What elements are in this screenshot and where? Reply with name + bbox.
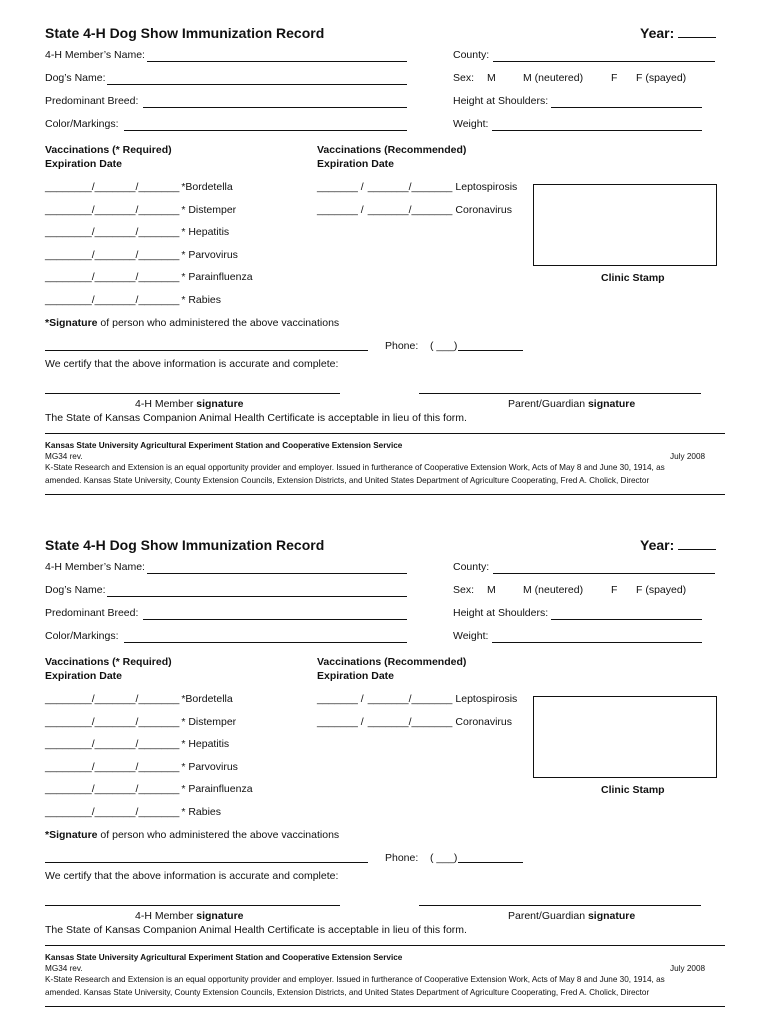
expiration-day-blank[interactable]: _______/ <box>94 806 139 818</box>
footer-date: July 2008 <box>670 452 706 461</box>
color-field[interactable] <box>124 642 407 643</box>
required-vaccine-row[interactable] <box>45 249 238 261</box>
county-label: County: <box>453 49 490 61</box>
vaccine-name: * Parainfluenza <box>181 783 253 796</box>
required-vaccine-row[interactable] <box>45 693 233 705</box>
expiration-day-blank[interactable]: _______/ <box>94 181 139 193</box>
sex-option-m[interactable]: M <box>487 584 496 596</box>
administrator-signature-field[interactable] <box>45 350 368 351</box>
footer-code: MG34 rev. <box>45 964 83 973</box>
county-field[interactable] <box>493 573 715 574</box>
expiration-year-blank[interactable]: _______ <box>411 181 453 193</box>
required-vaccine-row[interactable] <box>45 226 229 238</box>
member-name-field[interactable] <box>147 61 407 62</box>
expiration-day-blank[interactable]: _______/ <box>94 203 139 216</box>
expiration-month-blank[interactable]: ________/ <box>45 715 95 728</box>
kansas-certificate-note: The State of Kansas Companion Animal Health Certificate is acceptable in lieu of this form. <box>45 924 467 936</box>
sex-option-m-neutered[interactable]: M (neutered) <box>523 72 584 84</box>
member-sig-word: signature <box>196 398 244 410</box>
footer-disclaimer-line2: amended. Kansas State University, County Extension Councils, Extension Districts, and United States Department of Agriculture Cooperating, Fred A. Cholick, Director <box>45 988 650 997</box>
guardian-signature-label <box>508 910 635 922</box>
recommended-vaccine-row[interactable] <box>317 204 512 216</box>
year-field[interactable] <box>640 25 716 41</box>
expiration-day-blank[interactable]: _______/ <box>94 294 139 306</box>
administrator-signature-label <box>45 829 339 841</box>
expiration-year-blank[interactable]: _______ <box>138 806 180 818</box>
footer-organization: Kansas State University Agricultural Experiment Station and Cooperative Extension Service <box>45 953 403 962</box>
member-name-label: 4-H Member’s Name: <box>45 49 145 61</box>
footer-disclaimer-line1: K-State Research and Extension is an equal opportunity provider and employer. Issued in furtherance of Cooperative Extension Work, Acts of May 8 and June 30, 1914, as <box>45 463 665 472</box>
expiration-month-blank[interactable]: _______ / <box>317 715 364 728</box>
vaccine-name: Coronavirus <box>455 203 513 216</box>
member-signature-field[interactable] <box>45 393 340 394</box>
vaccine-name: * Hepatitis <box>181 738 230 751</box>
guardian-sig-word: signature <box>587 398 636 410</box>
height-field[interactable] <box>551 107 702 108</box>
county-field[interactable] <box>493 61 715 62</box>
vaccine-name: * Parvovirus <box>181 760 238 773</box>
immunization-record-form-2 <box>0 512 770 1024</box>
expiration-year-blank[interactable]: _______ <box>138 738 180 751</box>
dog-name-field[interactable] <box>107 84 407 85</box>
footer-date: July 2008 <box>670 964 706 973</box>
expiration-year-blank[interactable]: _______ <box>138 294 180 306</box>
sex-option-f-spayed[interactable]: F (spayed) <box>636 72 687 84</box>
expiration-month-blank[interactable]: ________/ <box>45 226 95 239</box>
required-vaccine-row[interactable] <box>45 181 233 193</box>
sex-option-m-neutered[interactable]: M (neutered) <box>523 584 584 596</box>
breed-label: Predominant Breed: <box>45 607 139 619</box>
footer-disclaimer-line2: amended. Kansas State University, County Extension Councils, Extension Districts, and United States Department of Agriculture Cooperating, Fred A. Cholick, Director <box>45 476 650 485</box>
expiration-month-blank[interactable]: ________/ <box>45 248 95 261</box>
county-label: County: <box>453 561 490 573</box>
weight-label: Weight: <box>453 630 489 642</box>
kansas-certificate-note: The State of Kansas Companion Animal Health Certificate is acceptable in lieu of this form. <box>45 412 467 424</box>
color-label: Color/Markings: <box>45 118 119 130</box>
expiration-day-blank[interactable]: _______/ <box>94 248 139 261</box>
signature-rest: of person who administered the above vaccinations <box>97 829 340 841</box>
vaccine-name: Leptospirosis <box>455 693 518 705</box>
phone-label: Phone: <box>385 852 419 864</box>
guardian-sig-prefix: Parent/Guardian <box>508 398 588 410</box>
member-signature-field[interactable] <box>45 905 340 906</box>
dog-name-label: Dog’s Name: <box>45 584 106 596</box>
expiration-month-blank[interactable]: ________/ <box>45 693 95 705</box>
vaccine-name: Leptospirosis <box>455 181 518 193</box>
expiration-day-blank[interactable]: _______/ <box>94 738 139 751</box>
recommended-header: Vaccinations (Recommended) <box>317 656 467 668</box>
expiration-year-blank[interactable]: _______ <box>138 226 180 239</box>
expiration-month-blank[interactable]: _______ / <box>317 203 364 216</box>
certify-text: We certify that the above information is accurate and complete: <box>45 358 339 370</box>
member-signature-label <box>135 398 244 410</box>
expiration-year-blank[interactable]: _______ <box>138 181 180 193</box>
sex-option-f-spayed[interactable]: F (spayed) <box>636 584 687 596</box>
expiration-month-blank[interactable]: ________/ <box>45 294 95 306</box>
expiration-month-blank[interactable]: ________/ <box>45 783 95 796</box>
phone-label: Phone: <box>385 340 419 352</box>
required-vaccine-row[interactable] <box>45 204 236 216</box>
expiration-month-blank[interactable]: ________/ <box>45 760 95 773</box>
required-vaccine-row[interactable] <box>45 271 253 283</box>
recommended-header: Vaccinations (Recommended) <box>317 144 467 156</box>
form-title: State 4-H Dog Show Immunization Record <box>45 537 325 553</box>
vaccine-name: * Rabies <box>181 806 222 818</box>
member-signature-label <box>135 910 244 922</box>
vaccine-name: *Bordetella <box>181 693 233 705</box>
breed-field[interactable] <box>143 107 407 108</box>
recommended-expiration-header: Expiration Date <box>317 158 395 170</box>
administrator-signature-label <box>45 317 339 329</box>
guardian-sig-prefix: Parent/Guardian <box>508 910 588 922</box>
member-sig-word: signature <box>196 910 244 922</box>
breed-label: Predominant Breed: <box>45 95 139 107</box>
year-blank[interactable] <box>678 537 716 550</box>
vaccine-name: * Distemper <box>181 715 237 728</box>
expiration-day-blank[interactable]: _______/ <box>94 760 139 773</box>
expiration-day-blank[interactable]: _______/ <box>94 783 139 796</box>
required-expiration-header: Expiration Date <box>45 670 123 682</box>
expiration-year-blank[interactable]: _______ <box>138 248 180 261</box>
expiration-month-blank[interactable]: ________/ <box>45 181 95 193</box>
height-field[interactable] <box>551 619 702 620</box>
required-expiration-header: Expiration Date <box>45 158 123 170</box>
guardian-sig-word: signature <box>587 910 636 922</box>
expiration-day-blank[interactable]: _______/ <box>367 203 412 216</box>
footer-organization: Kansas State University Agricultural Experiment Station and Cooperative Extension Service <box>45 441 403 450</box>
expiration-day-blank[interactable]: _______/ <box>367 715 412 728</box>
expiration-day-blank[interactable]: _______/ <box>367 693 412 705</box>
required-vaccine-row[interactable] <box>45 806 221 818</box>
year-blank[interactable] <box>678 25 716 38</box>
weight-field[interactable] <box>492 642 702 643</box>
expiration-year-blank[interactable]: _______ <box>138 271 180 284</box>
vaccine-name: * Parvovirus <box>181 248 238 261</box>
year-label: Year: <box>640 25 675 41</box>
expiration-year-blank[interactable]: _______ <box>138 783 180 796</box>
footer-code: MG34 rev. <box>45 452 83 461</box>
sex-option-m[interactable]: M <box>487 72 496 84</box>
required-vaccine-row[interactable] <box>45 294 221 306</box>
vaccine-name: * Parainfluenza <box>181 271 253 284</box>
phone-area-code[interactable]: ( ___) <box>430 852 458 864</box>
height-label: Height at Shoulders: <box>453 95 549 107</box>
member-sig-prefix: 4-H Member <box>135 910 197 922</box>
expiration-year-blank[interactable]: _______ <box>411 715 453 728</box>
expiration-day-blank[interactable]: _______/ <box>367 181 412 193</box>
recommended-vaccine-row[interactable] <box>317 181 517 193</box>
vaccine-name: * Rabies <box>181 294 222 306</box>
signature-rest: of person who administered the above vaccinations <box>97 317 340 329</box>
expiration-month-blank[interactable]: _______ / <box>317 693 364 705</box>
expiration-year-blank[interactable]: _______ <box>138 715 180 728</box>
weight-field[interactable] <box>492 130 702 131</box>
color-label: Color/Markings: <box>45 630 119 642</box>
sex-option-f[interactable]: F <box>611 72 618 84</box>
phone-field[interactable] <box>458 350 523 351</box>
expiration-year-blank[interactable]: _______ <box>411 693 453 705</box>
phone-field[interactable] <box>458 862 523 863</box>
form-title: State 4-H Dog Show Immunization Record <box>45 25 325 41</box>
member-sig-prefix: 4-H Member <box>135 398 197 410</box>
expiration-month-blank[interactable]: ________/ <box>45 271 95 284</box>
clinic-stamp-box <box>533 184 717 266</box>
phone-area-code[interactable]: ( ___) <box>430 340 458 352</box>
member-name-label: 4-H Member’s Name: <box>45 561 145 573</box>
member-name-field[interactable] <box>147 573 407 574</box>
sex-label: Sex: <box>453 584 475 596</box>
expiration-year-blank[interactable]: _______ <box>138 760 180 773</box>
certify-text: We certify that the above information is accurate and complete: <box>45 870 339 882</box>
clinic-stamp-box <box>533 696 717 778</box>
expiration-day-blank[interactable]: _______/ <box>94 715 139 728</box>
dog-name-field[interactable] <box>107 596 407 597</box>
expiration-day-blank[interactable]: _______/ <box>94 226 139 239</box>
vaccine-name: Coronavirus <box>455 715 513 728</box>
expiration-month-blank[interactable]: ________/ <box>45 203 95 216</box>
weight-label: Weight: <box>453 118 489 130</box>
footer-disclaimer-line1: K-State Research and Extension is an equal opportunity provider and employer. Issued in furtherance of Cooperative Extension Work, Acts of May 8 and June 30, 1914, as <box>45 975 665 984</box>
expiration-day-blank[interactable]: _______/ <box>94 271 139 284</box>
administrator-signature-field[interactable] <box>45 862 368 863</box>
year-field[interactable] <box>640 537 716 553</box>
required-header: Vaccinations (* Required) <box>45 656 172 668</box>
expiration-day-blank[interactable]: _______/ <box>94 693 139 705</box>
clinic-stamp-label: Clinic Stamp <box>601 272 665 284</box>
footer-divider <box>45 433 725 434</box>
vaccine-name: * Hepatitis <box>181 226 230 239</box>
footer-divider <box>45 945 725 946</box>
guardian-signature-field[interactable] <box>419 393 701 394</box>
expiration-year-blank[interactable]: _______ <box>138 693 180 705</box>
vaccine-name: *Bordetella <box>181 181 233 193</box>
required-vaccine-row[interactable] <box>45 716 236 728</box>
expiration-month-blank[interactable]: ________/ <box>45 738 95 751</box>
year-label: Year: <box>640 537 675 553</box>
breed-field[interactable] <box>143 619 407 620</box>
dog-name-label: Dog’s Name: <box>45 72 106 84</box>
expiration-year-blank[interactable]: _______ <box>411 203 453 216</box>
signature-word: *Signature <box>45 829 98 841</box>
sex-option-f[interactable]: F <box>611 584 618 596</box>
color-field[interactable] <box>124 130 407 131</box>
required-header: Vaccinations (* Required) <box>45 144 172 156</box>
sex-label: Sex: <box>453 72 475 84</box>
expiration-month-blank[interactable]: ________/ <box>45 806 95 818</box>
guardian-signature-label <box>508 398 635 410</box>
clinic-stamp-label: Clinic Stamp <box>601 784 665 796</box>
recommended-vaccine-row[interactable] <box>317 693 517 705</box>
height-label: Height at Shoulders: <box>453 607 549 619</box>
required-vaccine-row[interactable] <box>45 761 238 773</box>
required-vaccine-row[interactable] <box>45 738 229 750</box>
footer-bottom-rule <box>45 494 725 495</box>
guardian-signature-field[interactable] <box>419 905 701 906</box>
required-vaccine-row[interactable] <box>45 783 253 795</box>
footer-bottom-rule <box>45 1006 725 1007</box>
expiration-month-blank[interactable]: _______ / <box>317 181 364 193</box>
recommended-vaccine-row[interactable] <box>317 716 512 728</box>
signature-word: *Signature <box>45 317 98 329</box>
recommended-expiration-header: Expiration Date <box>317 670 395 682</box>
vaccine-name: * Distemper <box>181 203 237 216</box>
expiration-year-blank[interactable]: _______ <box>138 203 180 216</box>
